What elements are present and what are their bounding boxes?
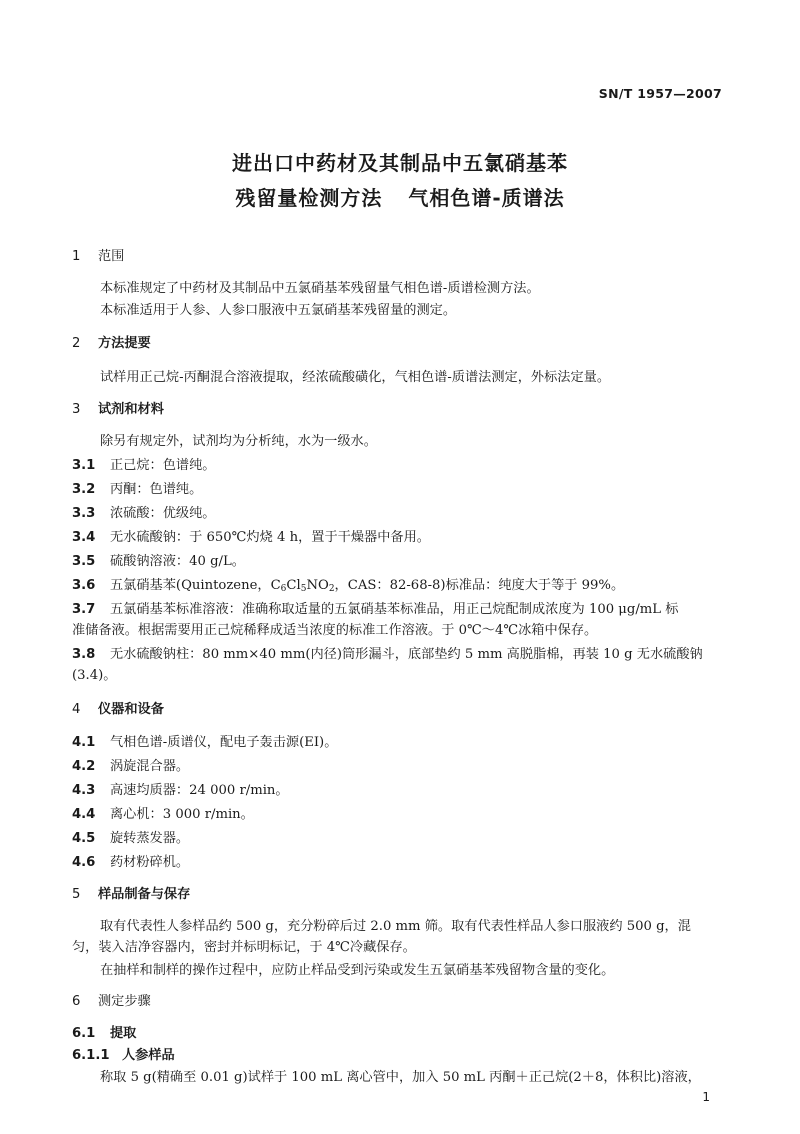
- list-item: [72, 782, 732, 800]
- subsection-number: 6.1.1: [72, 1048, 110, 1063]
- list-item: [72, 529, 732, 547]
- item-text: 五氯硝基苯(Quintozene，C: [110, 578, 281, 593]
- section-3-heading: [72, 401, 732, 419]
- section-5-paragraph-2: 在抽样和制样的操作过程中，应防止样品受到污染或发生五氯硝基苯残留物含量的变化。: [100, 963, 615, 978]
- item-number: 4.3: [72, 783, 96, 798]
- section-3-paragraph-1: 除另有规定外，试剂均为分析纯，水为一级水。: [100, 434, 377, 449]
- list-item: [72, 481, 732, 499]
- section-1-paragraph-1: 本标准规定了中药材及其制品中五氯硝基苯残留量气相色谱-质谱检测方法。: [100, 281, 540, 296]
- section-title: 测定步骤: [98, 994, 151, 1009]
- section-number: 6: [72, 994, 81, 1009]
- list-item: [72, 457, 732, 475]
- item-number: 4.2: [72, 759, 96, 774]
- section-number: 4: [72, 702, 81, 717]
- subscript: 5: [300, 584, 307, 594]
- title-part-a: 残留量检测方法: [235, 186, 383, 210]
- subsection-6-1-1: [72, 1047, 732, 1065]
- subscript: 2: [328, 584, 335, 594]
- section-2-heading: [72, 335, 732, 353]
- section-title: 范围: [98, 249, 125, 264]
- item-number: 3.6: [72, 578, 96, 593]
- section-number: 5: [72, 887, 81, 902]
- section-number: 2: [72, 336, 81, 351]
- section-title: 仪器和设备: [98, 702, 164, 717]
- title-part-b: 气相色谱-质谱法: [408, 186, 565, 210]
- item-text: 正己烷：色谱纯。: [110, 458, 216, 473]
- section-title: 试剂和材料: [98, 402, 164, 417]
- list-item: [72, 553, 732, 571]
- item-text: 离心机：3 000 r/min。: [110, 807, 254, 822]
- item-text: 药材粉碎机。: [110, 855, 190, 870]
- list-item: [72, 806, 732, 824]
- item-number: 3.4: [72, 530, 96, 545]
- item-text: 高速均质器：24 000 r/min。: [110, 783, 289, 798]
- section-6-heading: [72, 993, 732, 1011]
- item-text: 气相色谱-质谱仪，配电子轰击源(EI)。: [110, 735, 338, 750]
- item-text: NO: [306, 578, 329, 593]
- subsection-title: 人参样品: [122, 1048, 175, 1063]
- list-item-3-7-continued: 准储备液。根据需要用正己烷稀释成适当浓度的标准工作溶液。于 0℃～4℃冰箱中保存。: [72, 623, 598, 638]
- item-text: Cl: [286, 578, 301, 593]
- section-title: 样品制备与保存: [98, 887, 191, 902]
- standard-code: SN/T 1957—2007: [598, 86, 722, 101]
- item-number: 3.5: [72, 554, 96, 569]
- item-number: 3.2: [72, 482, 96, 497]
- section-5-heading: [72, 886, 732, 904]
- subsection-6-1: [72, 1025, 732, 1043]
- section-5-paragraph-1-line2: 匀，装入洁净容器内，密封并标明标记，于 4℃冷藏保存。: [72, 940, 416, 955]
- item-text: ，CAS：82-68-8)标准品：纯度大于等于 99%。: [334, 578, 625, 593]
- list-item: [72, 830, 732, 848]
- item-text: 硫酸钠溶液：40 g/L。: [110, 554, 245, 569]
- list-item-3-8-continued: (3.4)。: [72, 668, 117, 683]
- section-title: 方法提要: [98, 336, 151, 351]
- item-number: 4.4: [72, 807, 96, 822]
- list-item-3-8: [72, 646, 732, 664]
- item-number: 3.7: [72, 602, 96, 617]
- subscript: 6: [280, 584, 287, 594]
- item-number: 4.1: [72, 735, 96, 750]
- section-number: 3: [72, 402, 81, 417]
- list-item-3-6: [72, 577, 732, 595]
- item-number: 4.6: [72, 855, 96, 870]
- list-item: [72, 758, 732, 776]
- list-item: [72, 734, 732, 752]
- page-number: 1: [702, 1090, 710, 1104]
- item-text: 丙酮：色谱纯。: [110, 482, 203, 497]
- document-title-line1: 进出口中药材及其制品中五氯硝基苯: [232, 151, 568, 175]
- item-text: 无水硫酸钠：于 650℃灼烧 4 h，置于干燥器中备用。: [110, 530, 430, 545]
- subsection-number: 6.1: [72, 1026, 96, 1041]
- subsection-title: 提取: [110, 1026, 137, 1041]
- item-text: 旋转蒸发器。: [110, 831, 190, 846]
- item-text: 五氯硝基苯标准溶液：准确称取适量的五氯硝基苯标准品，用正己烷配制成浓度为 100 μg/mL 标: [110, 602, 679, 617]
- item-text: 无水硫酸钠柱：80 mm×40 mm(内径)筒形漏斗，底部垫约 5 mm 高脱脂棉，再装 10 g 无水硫酸钠: [110, 647, 703, 662]
- section-5-paragraph-1-line1: 取有代表性人参样品约 500 g，充分粉碎后过 2.0 mm 筛。取有代表性样品人参口服液约 500 g，混: [100, 919, 691, 934]
- section-4-heading: [72, 701, 732, 719]
- item-number: 3.1: [72, 458, 96, 473]
- item-text: 浓硫酸：优级纯。: [110, 506, 216, 521]
- item-number: 3.8: [72, 647, 96, 662]
- list-item: [72, 505, 732, 523]
- item-text: 涡旋混合器。: [110, 759, 190, 774]
- item-number: 3.3: [72, 506, 96, 521]
- section-2-paragraph-1: 试样用正己烷-丙酮混合溶液提取，经浓硫酸磺化，气相色谱-质谱法测定，外标法定量。: [100, 370, 611, 385]
- item-number: 4.5: [72, 831, 96, 846]
- list-item-3-7: [72, 601, 732, 619]
- section-number: 1: [72, 249, 81, 264]
- section-1-paragraph-2: 本标准适用于人参、人参口服液中五氯硝基苯残留量的测定。: [100, 303, 457, 318]
- section-1-heading: [72, 248, 732, 266]
- section-6-paragraph-1: 称取 5 g(精确至 0.01 g)试样于 100 mL 离心管中，加入 50 mL 丙酮＋正己烷(2＋8，体积比)溶液，: [100, 1070, 701, 1085]
- document-title-line2: [0, 182, 800, 211]
- list-item: [72, 854, 732, 872]
